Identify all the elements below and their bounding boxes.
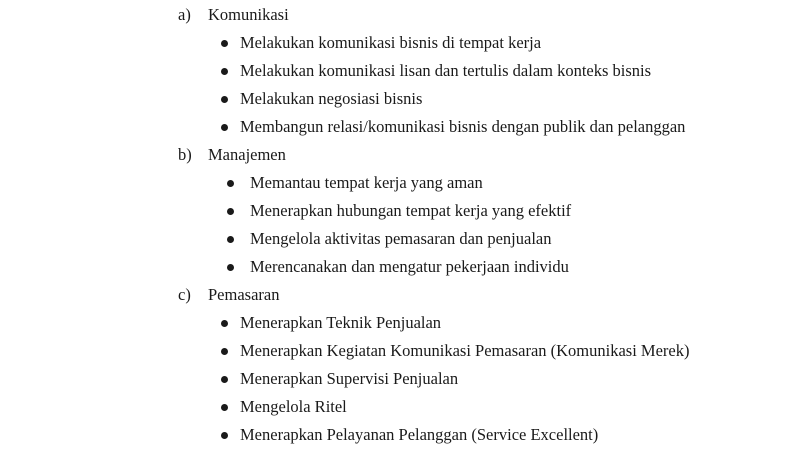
bullet-icon — [221, 348, 228, 355]
bullet-icon — [227, 264, 234, 271]
list-item-text: Mengelola aktivitas pemasaran dan penjualan — [250, 229, 552, 248]
section-heading — [0, 141, 800, 169]
list-item-text: Menerapkan hubungan tempat kerja yang efektif — [250, 201, 572, 220]
list-item — [0, 253, 800, 281]
list-item — [0, 337, 800, 365]
bullet-icon — [221, 68, 228, 75]
list-item-text: Melakukan negosiasi bisnis — [240, 89, 423, 108]
bullet-icon — [221, 124, 228, 131]
bullet-icon — [221, 404, 228, 411]
list-item — [0, 85, 800, 113]
section-heading — [0, 281, 800, 309]
section-heading — [0, 1, 800, 29]
list-item-text: Menerapkan Kegiatan Komunikasi Pemasaran (Komunikasi Merek) — [240, 341, 690, 360]
list-item-text: Menerapkan Supervisi Penjualan — [240, 369, 459, 388]
list-item — [0, 365, 800, 393]
list-item-text: Menerapkan Pelayanan Pelanggan (Service Excellent) — [240, 425, 599, 444]
section-label: c) — [178, 285, 191, 304]
bullet-icon — [221, 376, 228, 383]
list-item — [0, 57, 800, 85]
outline-section-manajemen — [0, 141, 800, 281]
section-title: Komunikasi — [208, 5, 289, 24]
section-title: Pemasaran — [208, 285, 280, 304]
list-item — [0, 393, 800, 421]
list-item — [0, 309, 800, 337]
section-label: a) — [178, 5, 191, 24]
list-item — [0, 421, 800, 449]
list-item — [0, 225, 800, 253]
bullet-icon — [227, 208, 234, 215]
list-item-text: Melakukan komunikasi lisan dan tertulis dalam konteks bisnis — [240, 61, 652, 80]
list-item — [0, 113, 800, 141]
list-item-text: Mengelola Ritel — [240, 397, 347, 416]
bullet-icon — [221, 40, 228, 47]
bullet-icon — [227, 236, 234, 243]
outline-section-komunikasi — [0, 1, 800, 141]
list-item-text: Membangun relasi/komunikasi bisnis dengan publik dan pelanggan — [240, 117, 686, 136]
bullet-icon — [221, 320, 228, 327]
outline-section-pemasaran — [0, 281, 800, 449]
list-item — [0, 197, 800, 225]
section-label: b) — [178, 145, 192, 164]
list-item-text: Melakukan komunikasi bisnis di tempat kerja — [240, 33, 542, 52]
list-item-text: Merencanakan dan mengatur pekerjaan individu — [250, 257, 569, 276]
bullet-icon — [221, 432, 228, 439]
section-title: Manajemen — [208, 145, 286, 164]
list-item — [0, 29, 800, 57]
bullet-icon — [227, 180, 234, 187]
list-item-text: Menerapkan Teknik Penjualan — [240, 313, 442, 332]
bullet-icon — [221, 96, 228, 103]
list-item-text: Memantau tempat kerja yang aman — [250, 173, 483, 192]
list-item — [0, 169, 800, 197]
